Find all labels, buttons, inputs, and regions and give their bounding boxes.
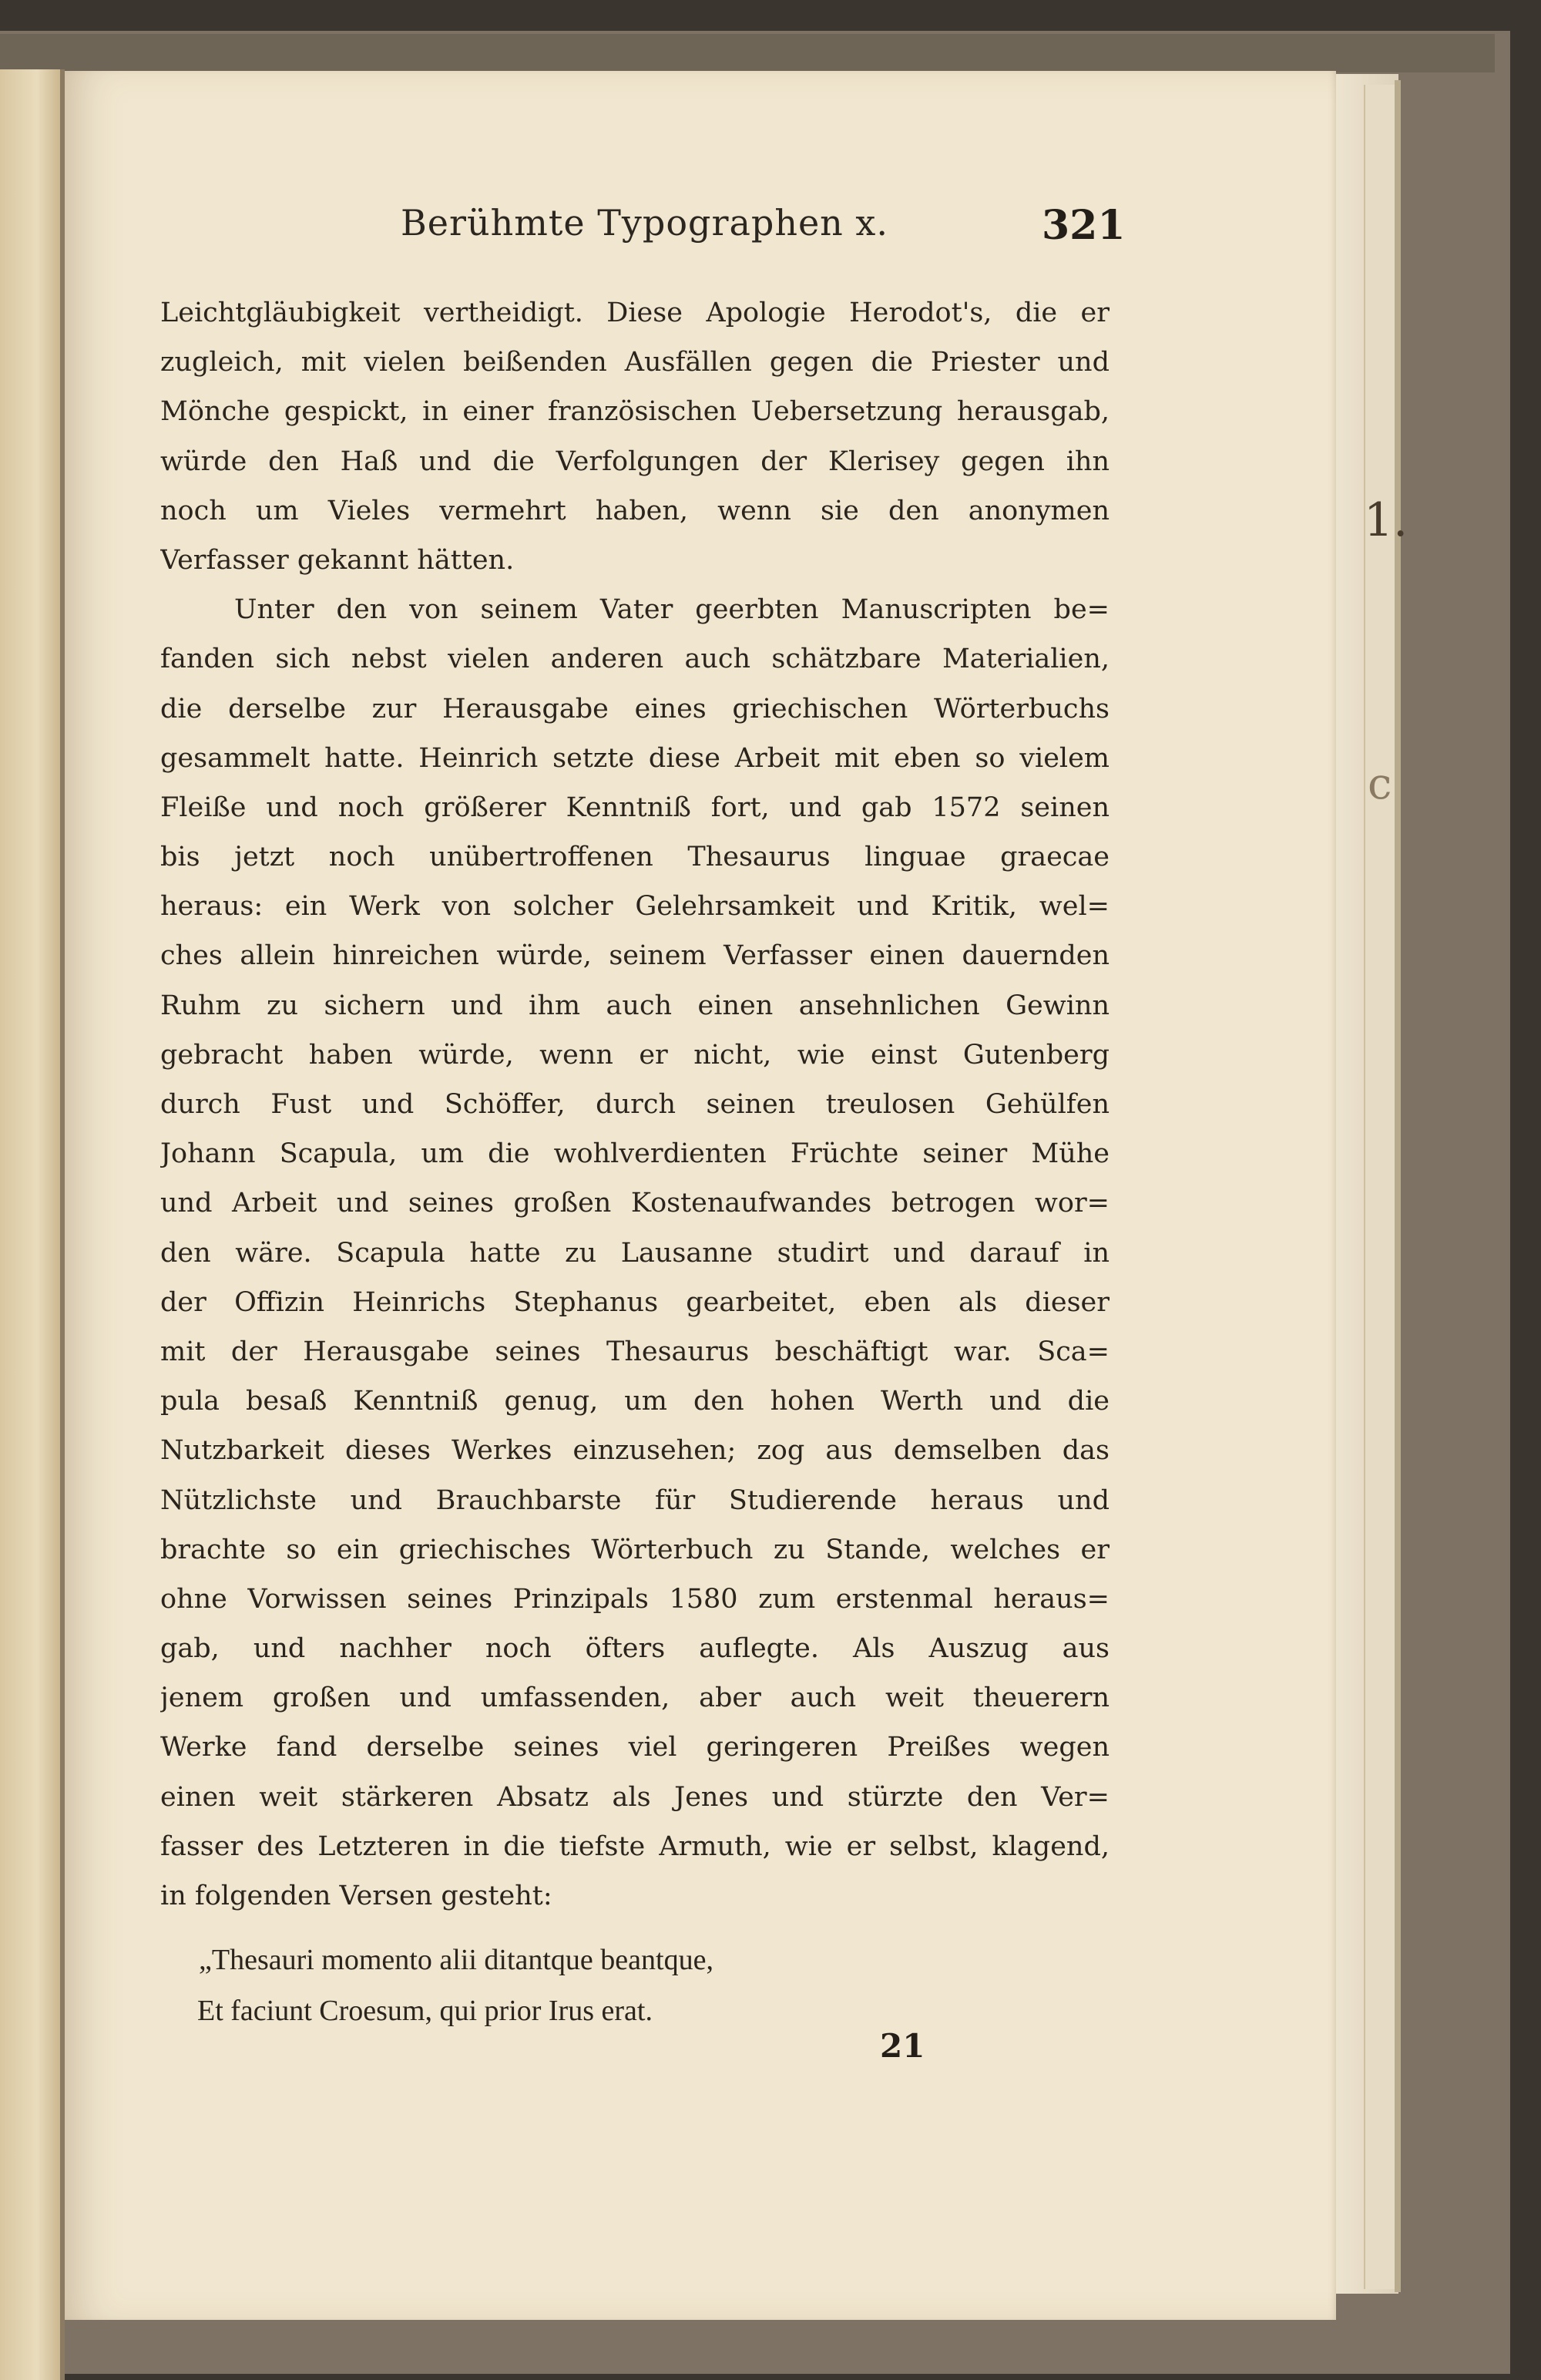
page-edges-inner (1364, 85, 1396, 2289)
text-line: würde den Haß und die Verfolgungen der Klerisey gegen ihn (160, 445, 1110, 477)
text-line: zugleich, mit vielen beißenden Ausfällen gegen die Priester und (160, 347, 1110, 378)
text-line: Mönche gespickt, in einer französischen Uebersetzung herausgab, (160, 396, 1110, 428)
text-line: brachte so ein griechisches Wörterbuch zu Stande, welches er (160, 1534, 1110, 1565)
text-line: die derselbe zur Herausgabe eines griechischen Wörterbuchs (160, 693, 1110, 724)
text-line: Leichtgläubigkeit vertheidigt. Diese Apologie Herodot's, die er (160, 298, 1110, 328)
body-text (160, 288, 1110, 1921)
text-line: Werke fand derselbe seines viel geringeren Preißes wegen (160, 1732, 1110, 1763)
text-line: jenem großen und umfassenden, aber auch weit theuerern (160, 1682, 1110, 1714)
text-line: gebracht haben würde, wenn er nicht, wie einst Gutenberg (160, 1039, 1110, 1071)
margin-mark-faint: c (1368, 759, 1392, 809)
text-line: in folgenden Versen gesteht: (160, 1881, 552, 1911)
text-line: ches allein hinreichen würde, seinem Verfasser einen dauernden (160, 940, 1110, 972)
text-line: der Offizin Heinrichs Stephanus gearbeitet, eben als dieser (160, 1286, 1110, 1318)
text-line: Verfasser gekannt hätten. (160, 544, 515, 576)
text-line: Unter den von seinem Vater geerbten Manuscripten be= (234, 594, 1110, 626)
text-line: den wäre. Scapula hatte zu Lausanne studirt und darauf in (160, 1237, 1110, 1269)
latin-quote-line: Et faciunt Croesum, qui prior Irus erat. (197, 1995, 653, 2027)
text-line: einen weit stärkeren Absatz als Jenes und stürzte den Ver= (160, 1781, 1110, 1813)
margin-mark: 1. (1364, 493, 1408, 547)
running-title: Berühmte Typographen x. (401, 202, 888, 244)
text-line: Ruhm zu sichern und ihm auch einen ansehnlichen Gewinn (160, 990, 1110, 1021)
text-line: fasser des Letzteren in die tiefste Armuth, wie er selbst, klagend, (160, 1830, 1110, 1862)
text-line: Fleiße und noch größerer Kenntniß fort, und gab 1572 seinen (160, 792, 1110, 823)
text-line: Johann Scapula, um die wohlverdienten Früchte seiner Mühe (160, 1138, 1110, 1170)
printer-signature-mark: 21 (880, 2027, 925, 2065)
text-line: fanden sich nebst vielen anderen auch schätzbare Materialien, (160, 644, 1110, 675)
text-line: Nützlichste und Brauchbarste für Studierende heraus und (160, 1484, 1110, 1516)
text-line: durch Fust und Schöffer, durch seinen treulosen Gehülfen (160, 1089, 1110, 1120)
page-number: 321 (1042, 202, 1126, 249)
text-line: pula besaß Kenntniß genug, um den hohen Werth und die (160, 1386, 1110, 1417)
text-line: und Arbeit und seines großen Kostenaufwandes betrogen wor= (160, 1188, 1110, 1219)
text-line: ohne Vorwissen seines Prinzipals 1580 zum erstenmal heraus= (160, 1583, 1110, 1615)
left-page-edge (0, 69, 62, 2380)
text-line: noch um Vieles vermehrt haben, wenn sie den anonymen (160, 495, 1110, 526)
text-line: bis jetzt noch unübertroffenen Thesaurus linguae graecae (160, 842, 1110, 873)
text-line: Nutzbarkeit dieses Werkes einzusehen; zog aus demselben das (160, 1435, 1110, 1467)
book-cover-top-edge (0, 34, 1495, 72)
page-edges-shadow (1395, 80, 1401, 2292)
text-line: mit der Herausgabe seines Thesaurus beschäftigt war. Sca= (160, 1336, 1110, 1367)
text-line: gab, und nachher noch öfters auflegte. Als Auszug aus (160, 1633, 1110, 1665)
text-line: gesammelt hatte. Heinrich setzte diese Arbeit mit eben so vielem (160, 742, 1110, 774)
latin-quote-line: „Thesauri momento alii ditantque beantque, (199, 1944, 713, 1976)
text-line: heraus: ein Werk von solcher Gelehrsamkeit und Kritik, wel= (160, 891, 1110, 923)
